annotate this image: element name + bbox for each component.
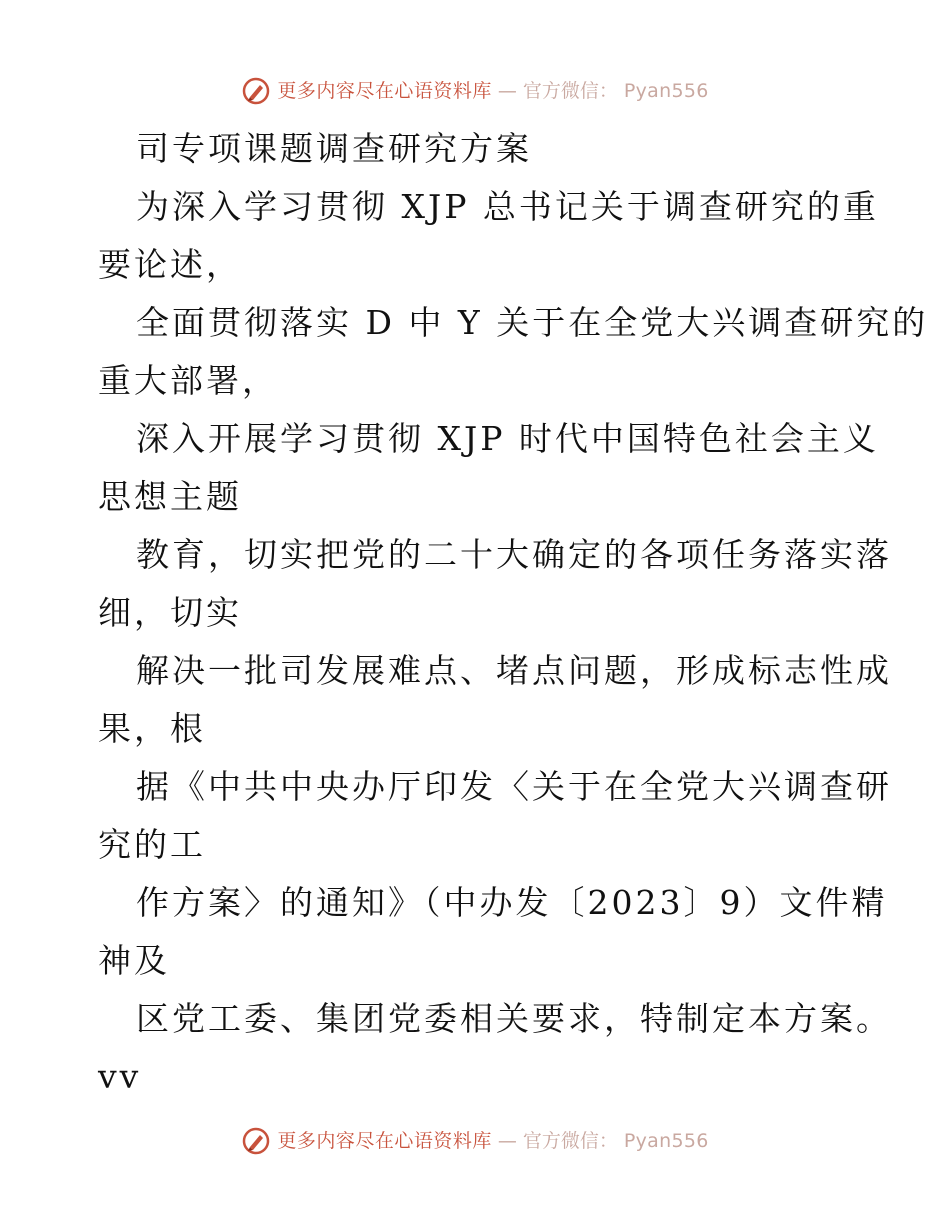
pen-nib-circle-icon	[241, 1126, 271, 1156]
footer-watermark	[0, 1126, 950, 1156]
watermark-brand-text: 更多内容尽在心语资料库	[277, 80, 492, 102]
doc-line: 全面贯彻落实 D 中 Y 关于在全党大兴调查研究的	[136, 303, 929, 342]
watermark-dash: —	[497, 80, 517, 102]
doc-line: 思想主题	[98, 477, 242, 516]
watermark-brand-text: 更多内容尽在心语资料库	[277, 1130, 492, 1152]
watermark-contact-label: 官方微信：	[522, 1130, 618, 1152]
pen-nib-circle-icon	[241, 76, 271, 106]
doc-line: 果，根	[98, 709, 206, 748]
doc-line: 教育，切实把党的二十大确定的各项任务落实落	[136, 535, 892, 574]
doc-line: 司专项课题调查研究方案	[136, 129, 532, 168]
doc-line: 深入开展学习贯彻 XJP 时代中国特色社会主义	[136, 419, 879, 458]
watermark-contact-id: Pyan556	[623, 80, 709, 102]
doc-line: 为深入学习贯彻 XJP 总书记关于调查研究的重	[136, 187, 879, 226]
doc-line: 作方案〉的通知》（中办发〔2023〕9）文件精	[136, 883, 888, 922]
watermark-contact-label: 官方微信：	[522, 80, 618, 102]
doc-line: 据《中共中央办厅印发〈关于在全党大兴调查研	[136, 767, 892, 806]
watermark-contact-id: Pyan556	[623, 1130, 709, 1152]
doc-line: 细，切实	[98, 593, 242, 632]
document-body	[98, 120, 929, 1106]
header-watermark	[0, 76, 950, 106]
doc-line: 究的工	[98, 825, 206, 864]
doc-line: 神及	[98, 941, 170, 980]
watermark-dash: —	[497, 1130, 517, 1152]
doc-line: 解决一批司发展难点、堵点问题，形成标志性成	[136, 651, 892, 690]
doc-line: 区党工委、集团党委相关要求，特制定本方案。	[136, 999, 892, 1038]
doc-line: 重大部署，	[98, 361, 278, 400]
doc-line: 要论述，	[98, 245, 242, 284]
doc-line: vv	[98, 1057, 142, 1096]
